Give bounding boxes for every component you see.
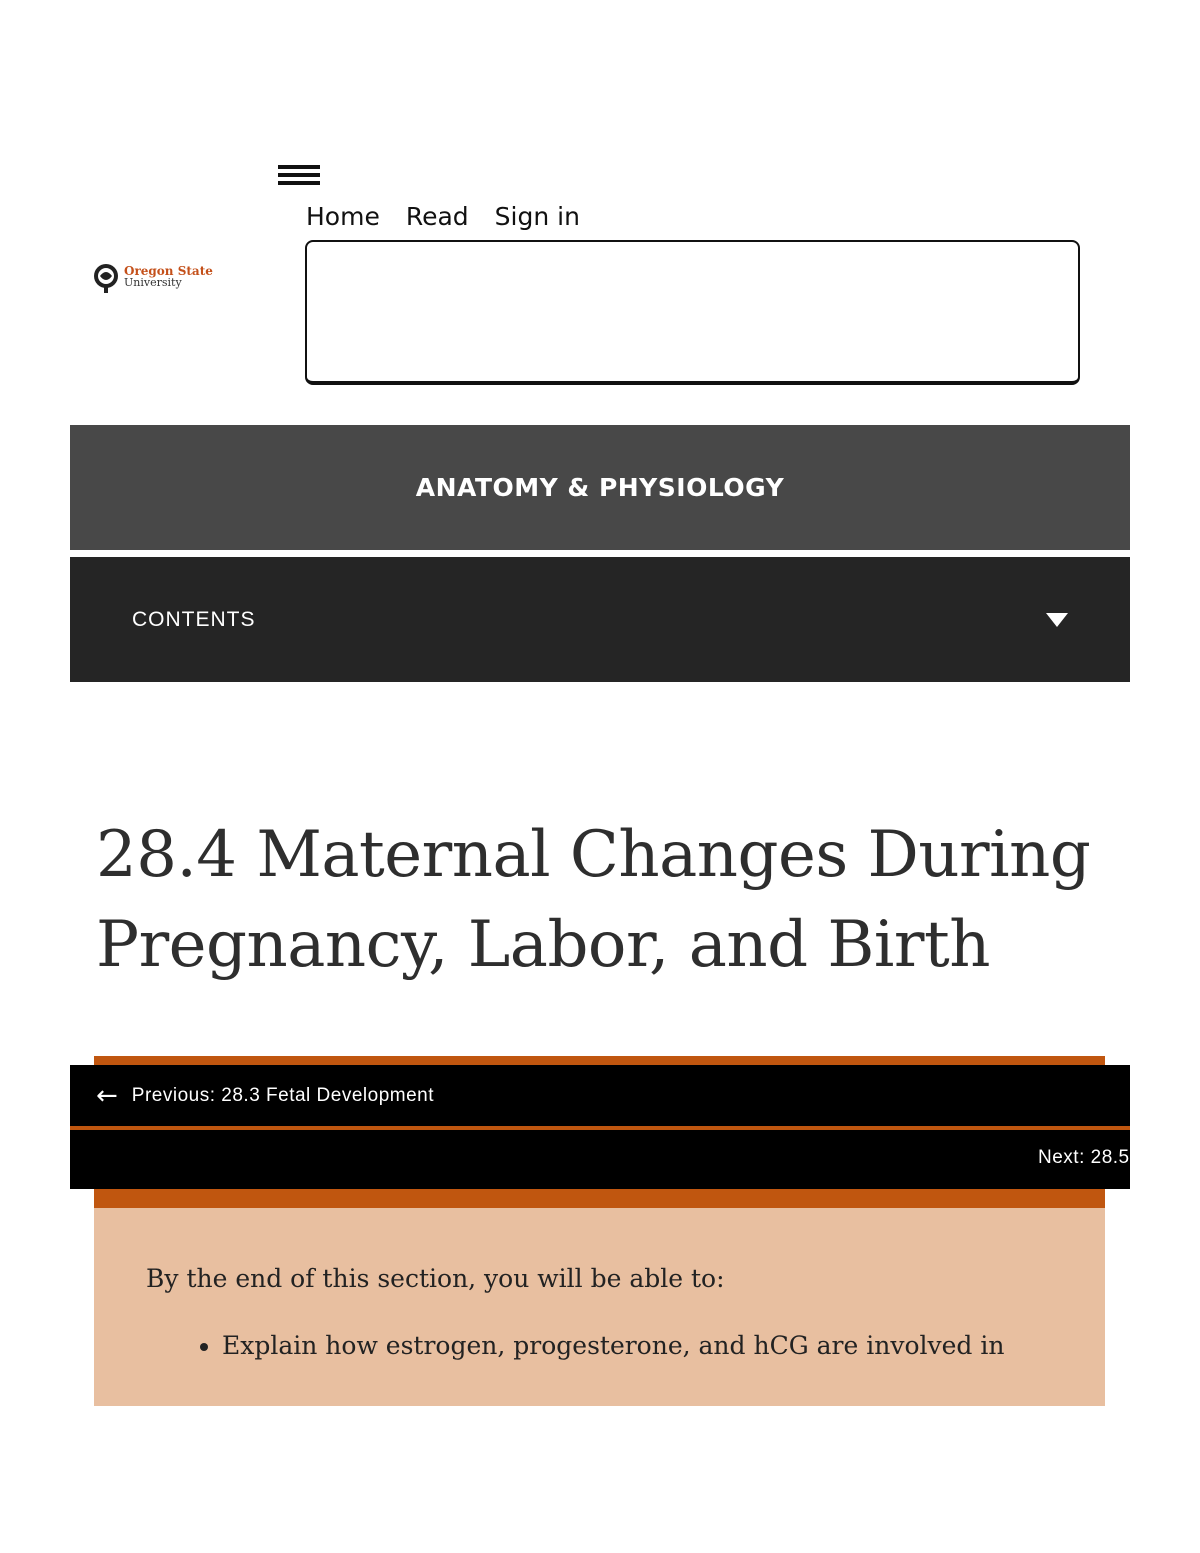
logo-text-line1: Oregon State (124, 264, 213, 278)
next-chapter-link[interactable] (70, 1130, 1130, 1189)
nav-read-link[interactable]: Read (405, 202, 469, 231)
page-title-line1: 28.4 Maternal Changes During (96, 818, 1091, 892)
contents-toggle[interactable] (70, 557, 1130, 682)
nav-accent-bottom (94, 1189, 1105, 1208)
next-chapter-label: Next: 28.5 (1038, 1147, 1130, 1168)
objectives-list (146, 1331, 1105, 1360)
learning-objectives (94, 1208, 1105, 1406)
arrow-left-icon: ← (96, 1080, 118, 1111)
hamburger-menu-icon[interactable] (278, 165, 322, 195)
top-nav (306, 202, 580, 231)
page-title-line2: Pregnancy, Labor, and Birth (96, 908, 990, 982)
previous-chapter-label: Previous: 28.3 Fetal Development (131, 1084, 435, 1106)
university-logo[interactable] (92, 260, 213, 294)
nav-sign-in-link[interactable]: Sign in (494, 202, 580, 231)
previous-chapter-link[interactable] (70, 1065, 1130, 1126)
nav-home-link[interactable]: Home (306, 202, 380, 231)
logo-text-line2: University (124, 276, 182, 289)
book-title-bar (70, 425, 1130, 550)
objectives-intro: By the end of this section, you will be able to: (146, 1264, 725, 1293)
contents-label: CONTENTS (132, 607, 256, 631)
list-item: • Explain how estrogen, progesterone, and hCG are involved in (222, 1331, 1105, 1360)
caret-down-icon (1046, 613, 1068, 627)
beaver-crest-icon (92, 260, 120, 294)
search-input[interactable] (305, 240, 1080, 385)
book-title[interactable]: ANATOMY & PHYSIOLOGY (415, 473, 785, 502)
page-title (96, 810, 1096, 990)
